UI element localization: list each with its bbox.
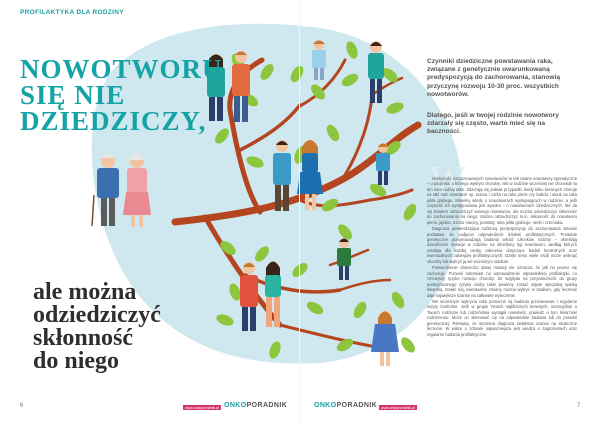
page-gutter [299, 0, 300, 425]
footer-url-bar-right[interactable] [379, 405, 417, 410]
footer-url-bar-left[interactable] [183, 405, 221, 410]
grandparents-figures [92, 154, 151, 228]
subheadline: ale można odziedziczyć skłonność do niego [33, 279, 161, 374]
brand-onko: ONKO [314, 402, 337, 409]
article-body [427, 176, 577, 338]
brand-poradnik: PORADNIK [246, 402, 288, 409]
article-paragraph: We wczesnym wykryciu raka pomocne są badania przesiewowe i regularne wizyty kontrolne. Jeśli w grupie Twoich najbliższych krewnych, szczególnie u Twoich rodziców lub rodzeństwa wystąpił nowotwór, powiedz o tym lekarzowi rodzinnemu. Może on skierować cię na odpowiednie badania lub do poradni genetycznej. Pamiętaj, że wczesna diagnoza zwiększa szanse na skuteczne leczenie. W walce o zdrowie najważniejsza jest wiedza o zagrożeniach oraz regularne badania profilaktyczne. [427, 298, 577, 337]
article-paragraph: Większość rozpoznawanych nowotworów to tak zwane nowotwory sporadyczne – u pacjenta, u którego wykryto chorobę, nikt w rodzinie wcześniej nie chorował na ten sam rodzaj raka. Zdarzają się jednak przypadki, kiedy kilku krewnych choruje na taki sam nowotwór np. mama i córka na raka piersi czy babcia i wnuk na raka jelita grubego. Mówimy wtedy o nowotworach występujących w rodzinie, a jeśli częstość ich występowania jest wysoka – o nowotworach dziedzicznych. Nie da się bowiem odziedziczyć samego nowotworu, ale można odziedziczyć skłonność do zachorowania na niego. Można odziedziczyć m.in. skłonność do nowotworu piersi, jajnika, trzonu macicy, prostaty, raka jelita grubego, nerki i czerniaka. [427, 176, 577, 225]
article-paragraph: Potwierdzenie obecności danej mutacji nie oznacza, że jak na pewno się zachoruje. Pozwoli natomiast na wprowadzenie odpowiedniej profilaktyki, co zmniejszy ryzyko rozwoju choroby. Ze względu na przynależność do grupy podwyższonego ryzyka osoby takie powinny zostać objęte specjalną opieką lekarską. Dzięki niej ewentualne zmiany można wykryć w stadium, gdy leczenie daje największe szanse na całkowite wyleczenie. [427, 265, 577, 298]
footer-url-right: www.onkoporadnik.pl [381, 405, 415, 410]
footer-brand-right [314, 402, 377, 409]
section-label: PROFILAKTYKA DLA RODZINY [20, 9, 124, 16]
intro-lead-2: Dlatego, jeśli w twojej rodzinie nowotwory zdarzały się często, warto mieć się na baczności. [427, 112, 559, 136]
dropcap: W [430, 159, 466, 201]
page-number-left: 6 [20, 403, 24, 409]
footer-url-left: www.onkoporadnik.pl [185, 405, 219, 410]
article-paragraph: Diagnoza potwierdzająca rodzinną predyspozycję do zachorowania stanowi podstawę do podjęcia odpowiednich działań profilaktycznych. Poradnie genetyczne przeprowadzają badania wśród członków rodziny – określają dziedziczne mutacje w rodzinie na określony typ nowotworu, według których ustalają dla każdej osoby zalecenia dotyczące badań kontrolnych oraz ewentualnych zabiegów profilaktycznych. Dzięki temu wiele osób może uniknąć choroby lub wykryć ją we wczesnym stadium. [427, 226, 577, 264]
brand-poradnik: PORADNIK [336, 402, 378, 409]
headline: NOWOTWORU SIĘ NIE DZIEDZICZY, [20, 54, 223, 136]
intro-lead: Czynniki dziedziczne powstawania raka, związane z genetycznie uwarunkowaną predyspozycją do zachorowania, stanowią przyczynę rozwoju 10-30 proc. wszystkich nowotworów. [427, 58, 561, 98]
brand-onko: ONKO [224, 402, 247, 409]
footer-brand-left [224, 402, 287, 409]
page-number-right: 7 [577, 403, 581, 409]
